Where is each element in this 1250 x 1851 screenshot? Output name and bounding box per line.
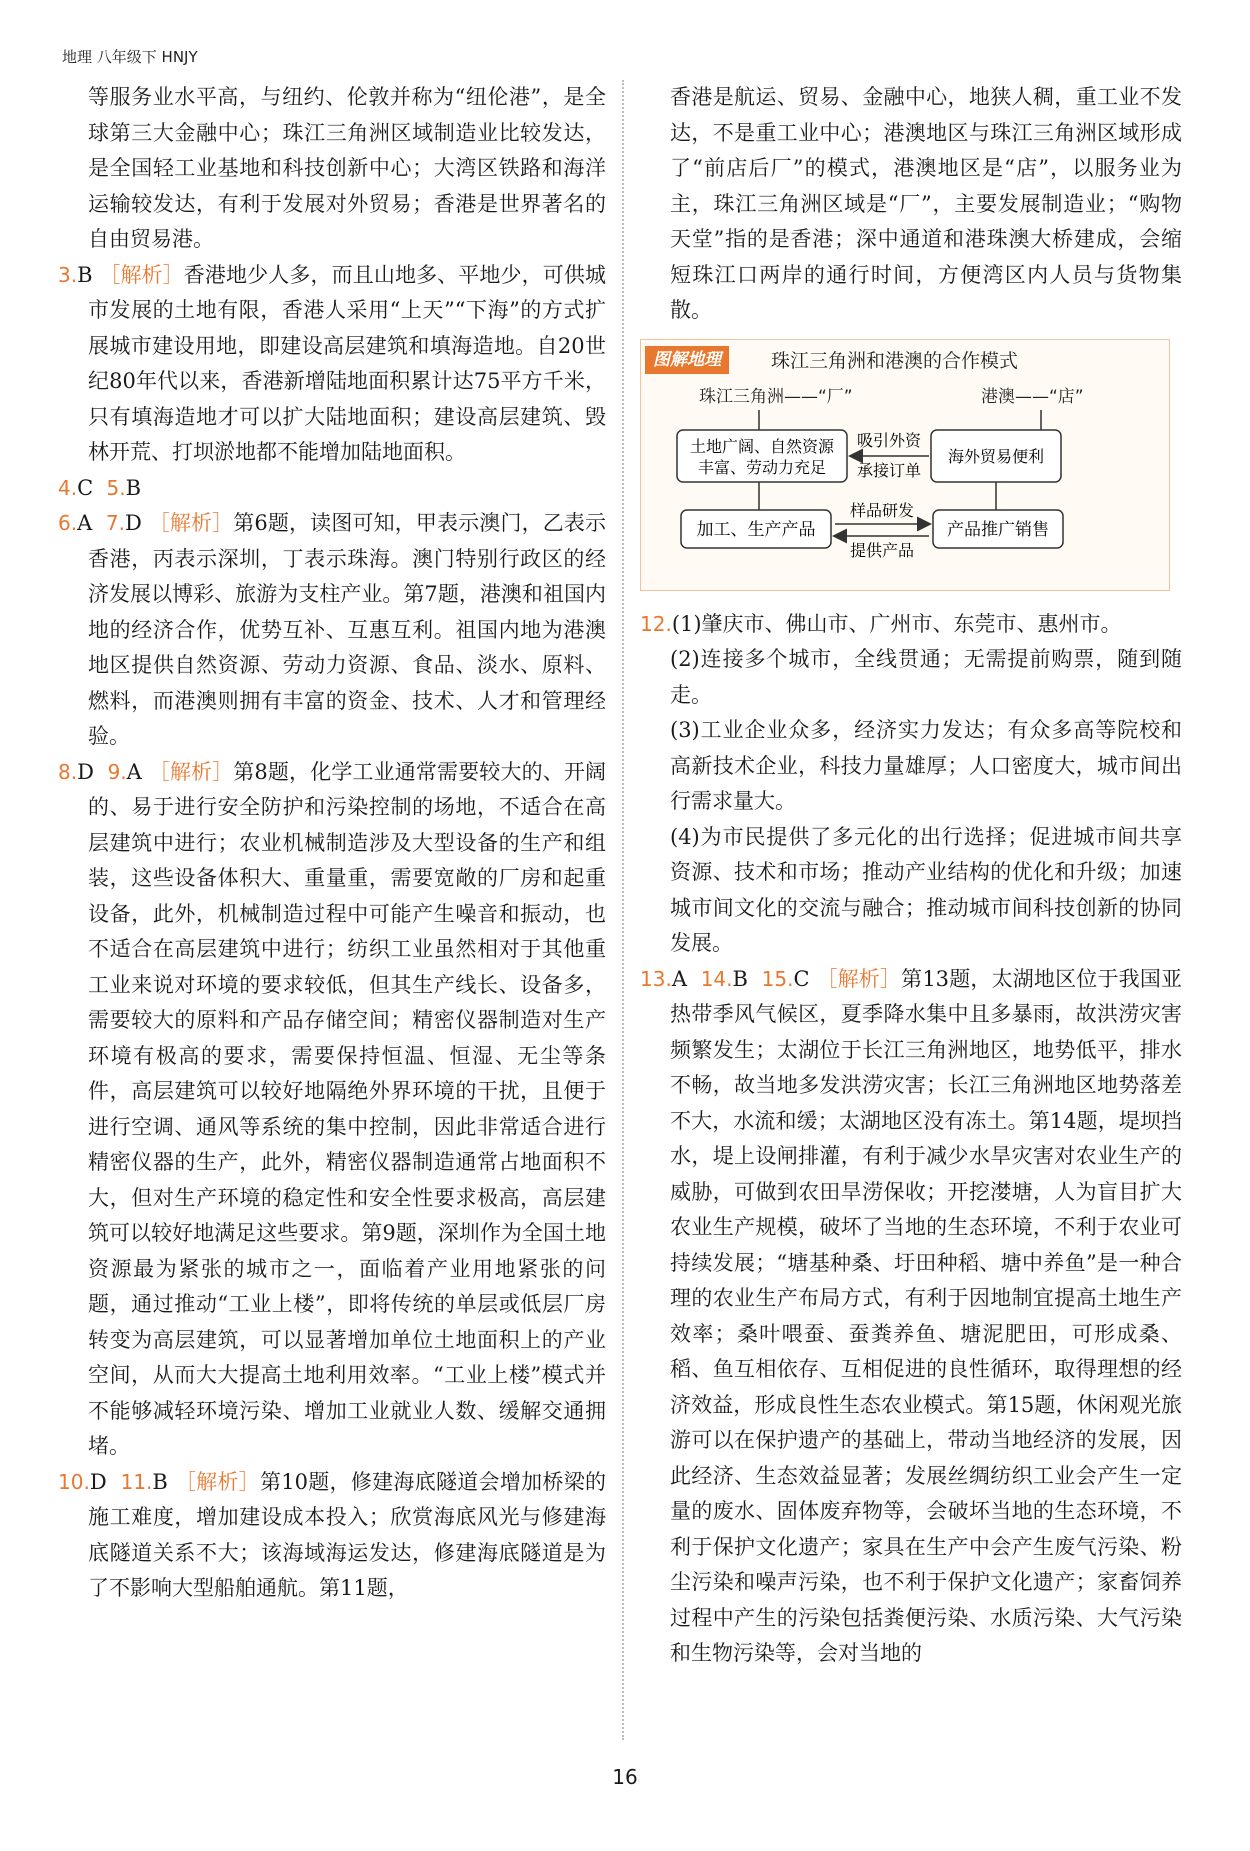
question-number: 3.	[58, 262, 78, 287]
diagram-svg	[641, 340, 1169, 590]
sales-box-label: 产品推广销售	[947, 519, 1049, 540]
arrow1-bottom-label: 承接订单	[856, 460, 922, 480]
page-number: 16	[612, 1765, 638, 1789]
answer-choice: B	[125, 475, 142, 500]
analysis-text: 第10题，修建海底隧道会增加桥梁的施工难度，增加建设成本投入；欣赏海底风光与修建海底隧道关系不大；该海域海运发达，修建海底隧道是为了不影响大型船舶通航。第11题，	[88, 1469, 606, 1600]
answer-choice: B	[77, 262, 93, 287]
answer-choice: B	[732, 966, 748, 991]
right-heading: 港澳——“店”	[981, 386, 1084, 407]
question-number: 5.	[106, 475, 126, 500]
production-box-label: 加工、生产产品	[696, 519, 816, 540]
answer-continuation: 等服务业水平高，与纽约、伦敦并称为“纽伦港”，是全球第三大金融中心；珠江三角洲区域制造业比较发达，是全国轻工业基地和科技创新中心；大湾区铁路和海洋运输较发达，有利于发展对外贸易；香港是世界著名的自由贸易港。	[88, 85, 606, 251]
resource-box-line1: 土地广阔、自然资源	[689, 436, 835, 456]
answer-q6-q7	[58, 506, 606, 755]
question-number: 7.	[105, 511, 125, 535]
page-header: 地理 八年级下 HNJY	[62, 48, 198, 66]
answer-q8-q9	[58, 755, 606, 1465]
question-number: 15.	[761, 966, 794, 991]
answer-part: (1)肇庆市、佛山市、广州市、东莞市、惠州市。	[671, 611, 1122, 636]
question-number: 9.	[107, 759, 127, 784]
answer-choice: C	[793, 966, 810, 991]
analysis-tag: ［解析］	[148, 511, 234, 535]
answer-part: (3)工业企业众多，经济实力发达；有众多高等院校和高新技术企业，科技力量雄厚；人口密度大，城市间出行需求量大。	[670, 718, 1182, 813]
trade-box-label: 海外贸易便利	[947, 446, 1045, 466]
answer-choice: A	[671, 966, 687, 991]
answer-choice: D	[89, 1469, 107, 1494]
analysis-tag: ［解析］	[816, 966, 902, 991]
resource-box-line2: 丰富、劳动力充足	[697, 457, 827, 477]
arrow2-bottom-label: 提供产品	[849, 540, 915, 560]
diagram-title: 珠江三角洲和港澳的合作模式	[771, 349, 1019, 372]
analysis-tag: ［解析］	[99, 262, 184, 287]
cooperation-diagram	[640, 339, 1170, 591]
answer-q13-q15	[640, 962, 1182, 1672]
arrow1-top-label: 吸引外资	[856, 430, 922, 450]
question-number: 14.	[700, 966, 733, 991]
answer-q4-q5	[58, 471, 606, 507]
right-column	[640, 80, 1182, 1672]
analysis-text: 第13题，太湖地区位于我国亚热带季风气候区，夏季降水集中且多暴雨，故洪涝灾害频繁发生；太湖位于长江三角洲地区，地势低平，排水不畅，故当地多发洪涝灾害；长江三角洲地区地势落差不大，水流和缓；太湖地区没有冻土。第14题，堤坝挡水，堤上设闸排灌，有利于减少水旱灾害对农业生产的威胁，可做到农田旱涝保收；开挖漤塘，人为盲目扩大农业生产规模，破坏了当地的生态环境，不利于农业可持续发展；“塘基种桑、圩田种稻、塘中养鱼”是一种合理的农业生产布局方式，有利于因地制宜提高土地生产效率；桑叶喂蚕、蚕粪养鱼、塘泥肥田，可形成桑、稻、鱼互相依存、互相促进的良性循环，取得理想的经济效益，形成良性生态农业模式。第15题，休闲观光旅游可以在保护遗产的基础上，带动当地经济的发展，因此经济、生态效益显著；发展丝绸纺织工业会产生一定量的废水、固体废弃物等，会破坏当地的生态环境，不利于保护文化遗产；家具在生产中会产生废气污染、粉尘污染和噪声污染，也不利于保护文化遗产；家畜饲养过程中产生的污染包括粪便污染、水质污染、大气污染和生物污染等，会对当地的	[670, 966, 1182, 1665]
answer-q12	[640, 607, 1182, 643]
question-number: 6.	[58, 511, 78, 535]
answer-continuation: 香港是航运、贸易、金融中心，地狭人稠，重工业不发达，不是重工业中心；港澳地区与珠江三角洲区域形成了“前店后厂”的模式，港澳地区是“店”，以服务业为主，珠江三角洲区域是“厂”，主要发展制造业；“购物天堂”指的是香港；深中通道和港珠澳大桥建成，会缩短珠江口两岸的通行时间，方便湾区内人员与货物集散。	[670, 85, 1182, 322]
question-number: 11.	[120, 1469, 153, 1494]
question-number: 4.	[58, 475, 78, 500]
answer-choice: B	[152, 1469, 168, 1494]
left-column	[58, 80, 606, 1607]
answer-choice: D	[125, 511, 142, 535]
answer-part: (4)为市民提供了多元化的出行选择；促进城市间共享资源、技术和市场；推动产业结构的优化和升级；加速城市间文化的交流与融合；推动城市间科技创新的协同发展。	[670, 824, 1182, 955]
answer-q3	[58, 258, 606, 471]
diagram-tag: 图解地理	[645, 346, 729, 374]
answer-part: (2)连接多个城市，全线贯通；无需提前购票，随到随走。	[670, 647, 1182, 707]
arrow2-top-label: 样品研发	[849, 500, 915, 520]
analysis-tag: ［解析］	[174, 1469, 260, 1494]
analysis-text: 第6题，读图可知，甲表示澳门，乙表示香港，丙表示深圳，丁表示珠海。澳门特别行政区的经济发展以博彩、旅游为支柱产业。第7题，港澳和祖国内地的经济合作，优势互补、互惠互利。祖国内地为港澳地区提供自然资源、劳动力资源、食品、淡水、原料、燃料，而港澳则拥有丰富的资金、技术、人才和管理经验。	[88, 511, 607, 748]
answer-q10-q11	[58, 1465, 606, 1607]
analysis-text: 第8题，化学工业通常需要较大的、开阔的、易于进行安全防护和污染控制的场地，不适合在高层建筑中进行；农业机械制造涉及大型设备的生产和组装，这些设备体积大、重量重，需要宽敞的厂房和起重设备，此外，机械制造过程中可能产生噪音和振动，也不适合在高层建筑中进行；纺织工业虽然相对于其他重工业来说对环境的要求较低，但其生产线长、设备多，需要较大的原料和产品存储空间；精密仪器制造对生产环境有极高的要求，需要保持恒温、恒湿、无尘等条件，高层建筑可以较好地隔绝外界环境的干扰，且便于进行空调、通风等系统的集中控制，因此非常适合进行精密仪器的生产，此外，精密仪器制造通常占地面积不大，但对生产环境的稳定性和安全性要求极高，高层建筑可以较好地满足这些要求。第9题，深圳作为全国土地资源最为紧张的城市之一，面临着产业用地紧张的问题，通过推动“工业上楼”，即将传统的单层或低层厂房转变为高层建筑，可以显著增加单位土地面积上的产业空间，从而大大提高土地利用效率。“工业上楼”模式并不能够减轻环境污染、增加工业就业人数、缓解交通拥堵。	[88, 759, 607, 1458]
question-number: 12.	[640, 611, 672, 636]
answer-choice: C	[77, 475, 94, 500]
column-divider	[622, 80, 624, 1740]
answer-choice: A	[126, 759, 142, 784]
analysis-tag: ［解析］	[148, 759, 234, 784]
question-number: 8.	[58, 759, 78, 784]
question-number: 10.	[58, 1469, 90, 1494]
question-number: 13.	[640, 966, 672, 991]
left-heading: 珠江三角洲——“厂”	[699, 386, 853, 407]
answer-choice: D	[77, 759, 94, 784]
analysis-text: 香港地少人多，而且山地多、平地少，可供城市发展的土地有限，香港人采用“上天”“下海”的方式扩展城市建设用地，即建设高层建筑和填海造地。自20世纪80年代以来，香港新增陆地面积累计达75平方千米，只有填海造地才可以扩大陆地面积；建设高层建筑、毁林开荒、打坝淤地都不能增加陆地面积。	[88, 262, 606, 464]
answer-choice: A	[77, 511, 93, 535]
